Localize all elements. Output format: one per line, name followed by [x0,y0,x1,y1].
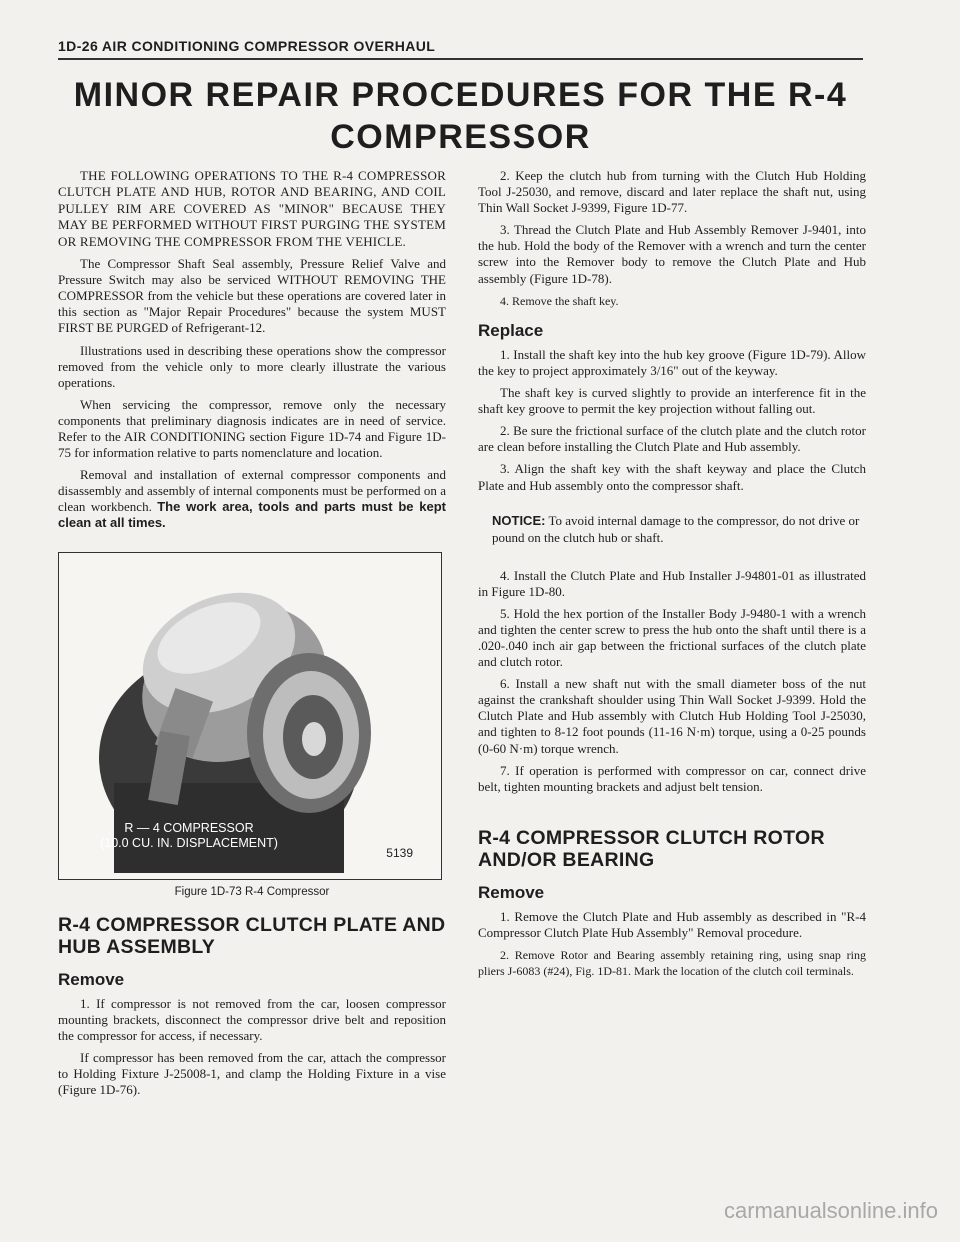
paragraph-workbench [58,467,446,531]
paragraph-seal: The Compressor Shaft Seal assembly, Pressure Relief Valve and Pressure Switch may also be serviced WITHOUT REMOVING THE COMPRESSOR from the vehicle but these operations are covered later in this section as "Major Repair Procedures" because the system MUST FIRST BE PURGED of Refrigerant-12. [58,256,446,336]
header-rule [58,58,863,60]
right-column [478,168,866,985]
figure-label [59,821,319,851]
workbench-text: Removal and installation of external compressor components and disassembly and assembly of internal components must be performed on a clean workbench. [58,467,446,515]
figure-label-line2: (10.0 CU. IN. DISPLACEMENT) [100,835,278,850]
remove-step-4: 4. Remove the shaft key. [500,293,619,308]
notice-label: NOTICE: [492,512,546,528]
page-title-line2: COMPRESSOR [330,118,591,156]
rotor-remove-step-2: 2. Remove Rotor and Bearing assembly retaining ring, using snap ring pliers J-6083 (#24), Fig. 1D-81. Mark the location of the clutch coil terminals. [478,948,866,979]
remove-step-1b: If compressor has been removed from the car, attach the compressor to Holding Fixture J-25008-1, and clamp the Holding Fixture in a vise (Figure 1D-76). [58,1050,446,1098]
rotor-remove-step-1: 1. Remove the Clutch Plate and Hub assembly as described in "R-4 Compressor Clutch Plate Hub Assembly" Removal procedure. [478,908,866,940]
replace-step-3: 3. Align the shaft key with the shaft keyway and place the Clutch Plate and Hub assembly onto the compressor shaft. [478,461,866,493]
replace-step-7: 7. If operation is performed with compressor on car, connect drive belt, tighten mounting brackets and adjust belt tension. [478,762,866,794]
remove-step-1: 1. If compressor is not removed from the car, loosen compressor mounting brackets, disconnect the compressor drive belt and reposition the compressor for access, if necessary. [58,995,446,1043]
page-title-line1: MINOR REPAIR PROCEDURES FOR THE R-4 [73,76,848,114]
page-header: 1D-26 AIR CONDITIONING COMPRESSOR OVERHAUL [58,38,436,54]
left-column [58,168,446,1104]
replace-heading: Replace [478,320,544,340]
remove-heading-left: Remove [58,969,125,989]
replace-step-6: 6. Install a new shaft nut with the small diameter boss of the nut against the crankshaft shoulder using Thin Wall Socket J-9399. Hold the Clutch Plate and Hub assembly with Clutch Hub Holding Tool J-25030, and tighten to 8-12 foot pounds (11-16 N·m) torque, using a 0-25 pounds (0-60 N·m) torque wrench. [478,676,866,756]
paragraph-servicing: When servicing the compressor, remove only the necessary components that preliminary diagnosis indicates are in need of service. Refer to the AIR CONDITIONING section Figure 1D-74 and Figure 1D-75 for information relative to parts nomenclature and location. [58,396,446,461]
figure-caption: Figure 1D-73 R-4 Compressor [174,885,330,898]
replace-step-1b: The shaft key is curved slightly to provide an interference fit in the shaft key groove to permit the key projection without falling out. [478,385,866,417]
replace-step-5: 5. Hold the hex portion of the Installer Body J-9480-1 with a wrench and tighten the center screw to press the hub onto the shaft until there is a .020-.040 inch air gap between the frictional surfaces of the clutch plate and clutch rotor. [478,605,866,670]
remove-step-2: 2. Keep the clutch hub from turning with the Clutch Hub Holding Tool J-25030, and remove, discard and later replace the shaft nut, using Thin Wall Socket J-9399, Figure 1D-77. [478,168,866,216]
remove-step-3: 3. Thread the Clutch Plate and Hub Assembly Remover J-9401, into the hub. Hold the body of the Remover with a wrench and turn the center screw into the Remover body to remove the Clutch Plate and Hub assembly (Figure 1D-78). [478,222,866,286]
workbench-warning: The work area, tools and parts must be kept clean at all times. [58,499,447,531]
watermark: carmanualsonline.info [723,1198,938,1223]
figure-label-line1: R — 4 COMPRESSOR [124,820,254,835]
compressor-figure [58,552,442,880]
notice-text: To avoid internal damage to the compressor, do not drive or pound on the clutch hub or shaft. [492,512,860,545]
replace-step-4: 4. Install the Clutch Plate and Hub Installer J-94801-01 as illustrated in Figure 1D-80. [478,567,866,599]
figure-number: 5139 [386,845,413,860]
section-title-clutch-plate: R-4 COMPRESSOR CLUTCH PLATE AND HUB ASSEMBLY [58,913,446,958]
remove-heading-right: Remove [478,882,545,902]
replace-step-1: 1. Install the shaft key into the hub key groove (Figure 1D-79). Allow the key to project approximately 3/16" out of the keyway. [478,346,866,378]
intro-caps-paragraph: THE FOLLOWING OPERATIONS TO THE R-4 COMPRESSOR CLUTCH PLATE AND HUB, ROTOR AND BEARING, AND COIL PULLEY RIM ARE COVERED AS "MINOR" BECAUSE THEY MAY BE PERFORMED WITHOUT FIRST PURGING THE SYSTEM OR REMOVING THE COMPRESSOR FROM THE VEHICLE. [58,168,446,249]
notice-box [478,512,866,546]
paragraph-illustrations: Illustrations used in describing these operations show the compressor removed from the vehicle only to more clearly illustrate the various operations. [58,342,446,390]
section-title-rotor: R-4 COMPRESSOR CLUTCH ROTOR AND/OR BEARING [478,826,825,871]
replace-step-2: 2. Be sure the frictional surface of the clutch plate and the clutch rotor are clean before installing the Clutch Plate and Hub assembly. [478,423,866,455]
